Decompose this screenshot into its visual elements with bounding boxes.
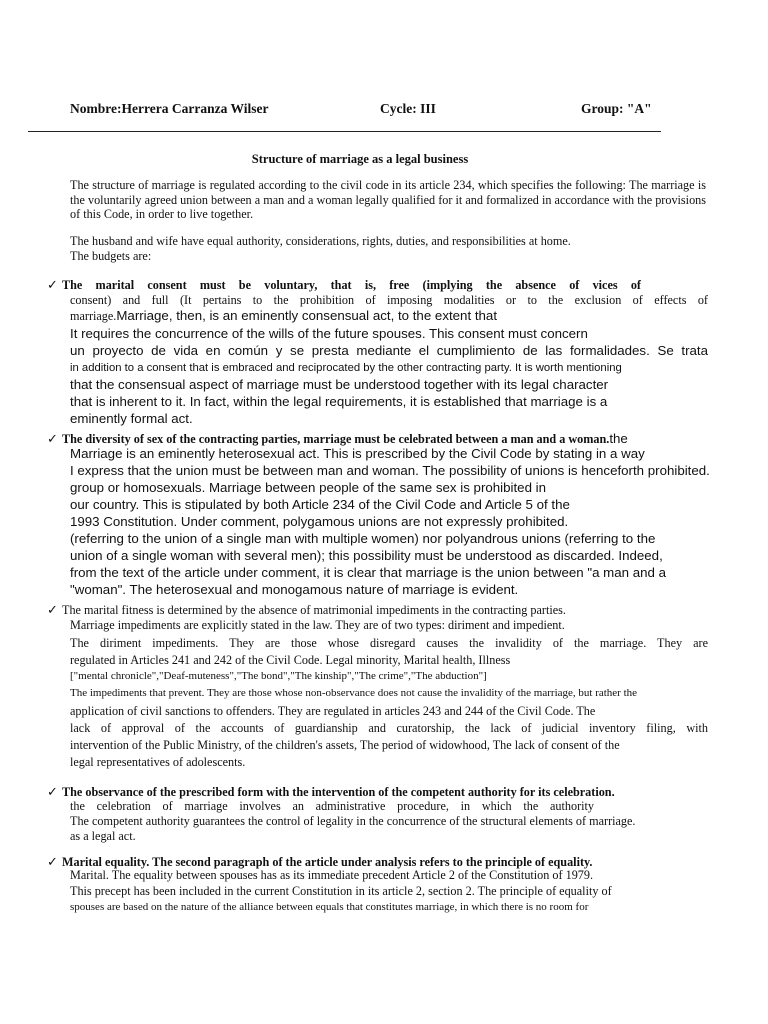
s4-line-1: the celebration of marriage involves an administrative procedure, in which the authority: [70, 799, 594, 813]
s1-line-4: un proyecto de vida en común y se presta mediante el cumplimiento de las formalidades. Se trata: [70, 343, 708, 358]
s4-line-2: The competent authority guarantees the control of legality in the concurrence of the structural elements of marriage.: [70, 814, 636, 828]
s1-line-6: that the consensual aspect of marriage must be understood together with its legal character: [70, 377, 609, 392]
cycle-label: Cycle: III: [380, 101, 436, 116]
s2-line-6: (referring to the union of a single man with multiple women) nor polyandrous unions (referring to the: [70, 531, 656, 546]
s2-line-1: Marriage is an eminently heterosexual act. This is prescribed by the Civil Code by stating in a way: [70, 446, 645, 461]
s3-line-7: lack of approval of the accounts of guardianship and curatorship, the lack of judicial inventory filing, with: [70, 721, 708, 735]
s3-line-2: The diriment impediments. They are those whose disregard causes the invalidity of the marriage. They are: [70, 636, 708, 650]
bullet-marital-consent: ✓ The marital consent must be voluntary, that is, free (implying the absence of vices of: [47, 278, 641, 293]
s1-line-5: in addition to a consent that is embraced and reciprocated by the other contracting party. It is worth mentioning: [70, 362, 622, 374]
budgets-label: The budgets are:: [70, 249, 152, 263]
s3-line-8: intervention of the Public Ministry, of the children's assets, The period of widowhood, The lack of consent of the: [70, 738, 620, 752]
s5-line-3: spouses are based on the nature of the alliance between equals that constitutes marriage, in which there is no room for: [70, 901, 589, 913]
s3-impediment-list: ["mental chronicle","Deaf-muteness","The bond","The kinship","The crime","The abduction"]: [70, 670, 487, 682]
s2-line-9: "woman". The heterosexual and monogamous nature of marriage is evident.: [70, 582, 519, 597]
check-mark-icon: ✓: [47, 278, 58, 293]
s5-line-1: Marital. The equality between spouses has as its immediate precedent Article 2 of the Constitution of 1979.: [70, 868, 594, 882]
s3-line-6: application of civil sanctions to offenders. They are regulated in articles 243 and 244 of the Civil Code. The: [70, 704, 596, 718]
s2-line-2: I express that the union must be between man and woman. The possibility of unions is henceforth prohibited.: [70, 463, 710, 478]
s4-line-3: as a legal act.: [70, 829, 136, 843]
intro-paragraph: The structure of marriage is regulated according to the civil code in its article 234, which specifies the following: The marriage is the voluntarily agreed union between a man and a woman legally qualified for it and formalized in accordance with the provisions of this Code, in order to live together.: [70, 178, 706, 221]
bullet-marital-equality: ✓ Marital equality. The second paragraph of the article under analysis refers to the principle of equality.: [47, 855, 593, 870]
s2-line-4: our country. This is stipulated by both Article 234 of the Civil Code and Article 5 of the: [70, 497, 570, 512]
s3-line-1: Marriage impediments are explicitly stated in the law. They are of two types: diriment and impedient.: [70, 618, 565, 632]
s1-line-2: marriage.Marriage, then, is an eminently consensual act, to the extent that: [70, 308, 498, 323]
bullet-sex-diversity: ✓ The diversity of sex of the contracting parties, marriage must be celebrated between a man and a woman.the: [47, 431, 628, 447]
check-mark-icon: ✓: [47, 603, 58, 618]
s1-line-3: It requires the concurrence of the wills of the future spouses. This consent must concern: [70, 326, 588, 341]
intro-equality-line: The husband and wife have equal authority, considerations, rights, duties, and responsibilities at home.: [70, 234, 571, 248]
bullet-prescribed-form: ✓ The observance of the prescribed form with the intervention of the competent authority for its celebration.: [47, 785, 615, 800]
s3-line-9: legal representatives of adolescents.: [70, 755, 246, 769]
s2-line-7: union of a single woman with several men); this possibility must be understood as discarded. Indeed,: [70, 548, 663, 563]
s1-line-1: consent) and full (It pertains to the prohibition of imposing modalities or to the exclusion of effects of: [70, 293, 708, 307]
header-divider: [28, 131, 661, 132]
s1-line-7: that is inherent to it. In fact, within the legal requirements, it is established that marriage is a: [70, 394, 608, 409]
check-mark-icon: ✓: [47, 785, 58, 800]
check-mark-icon: ✓: [47, 855, 58, 870]
s2-line-3: group or homosexuals. Marriage between people of the same sex is prohibited in: [70, 480, 547, 495]
s3-line-5: The impediments that prevent. They are those whose non-observance does not cause the invalidity of the marriage, but rather the: [70, 687, 638, 699]
s1-line-8: eminently formal act.: [70, 411, 193, 426]
s5-line-2: This precept has been included in the current Constitution in its article 2, section 2. The principle of equality of: [70, 884, 612, 898]
s2-line-8: from the text of the article under comment, it is clear that marriage is the union between "a man and a: [70, 565, 666, 580]
group-label: Group: "A": [581, 101, 652, 116]
s3-line-3: regulated in Articles 241 and 242 of the Civil Code. Legal minority, Marital health, Illness: [70, 653, 511, 667]
student-name: Nombre:Herrera Carranza Wilser: [70, 101, 269, 116]
bullet-marital-fitness: ✓ The marital fitness is determined by the absence of matrimonial impediments in the contracting parties.: [47, 603, 566, 618]
check-mark-icon: ✓: [47, 432, 58, 447]
s2-line-5: 1993 Constitution. Under comment, polygamous unions are not expressly prohibited.: [70, 514, 569, 529]
document-title: Structure of marriage as a legal business: [251, 152, 469, 166]
